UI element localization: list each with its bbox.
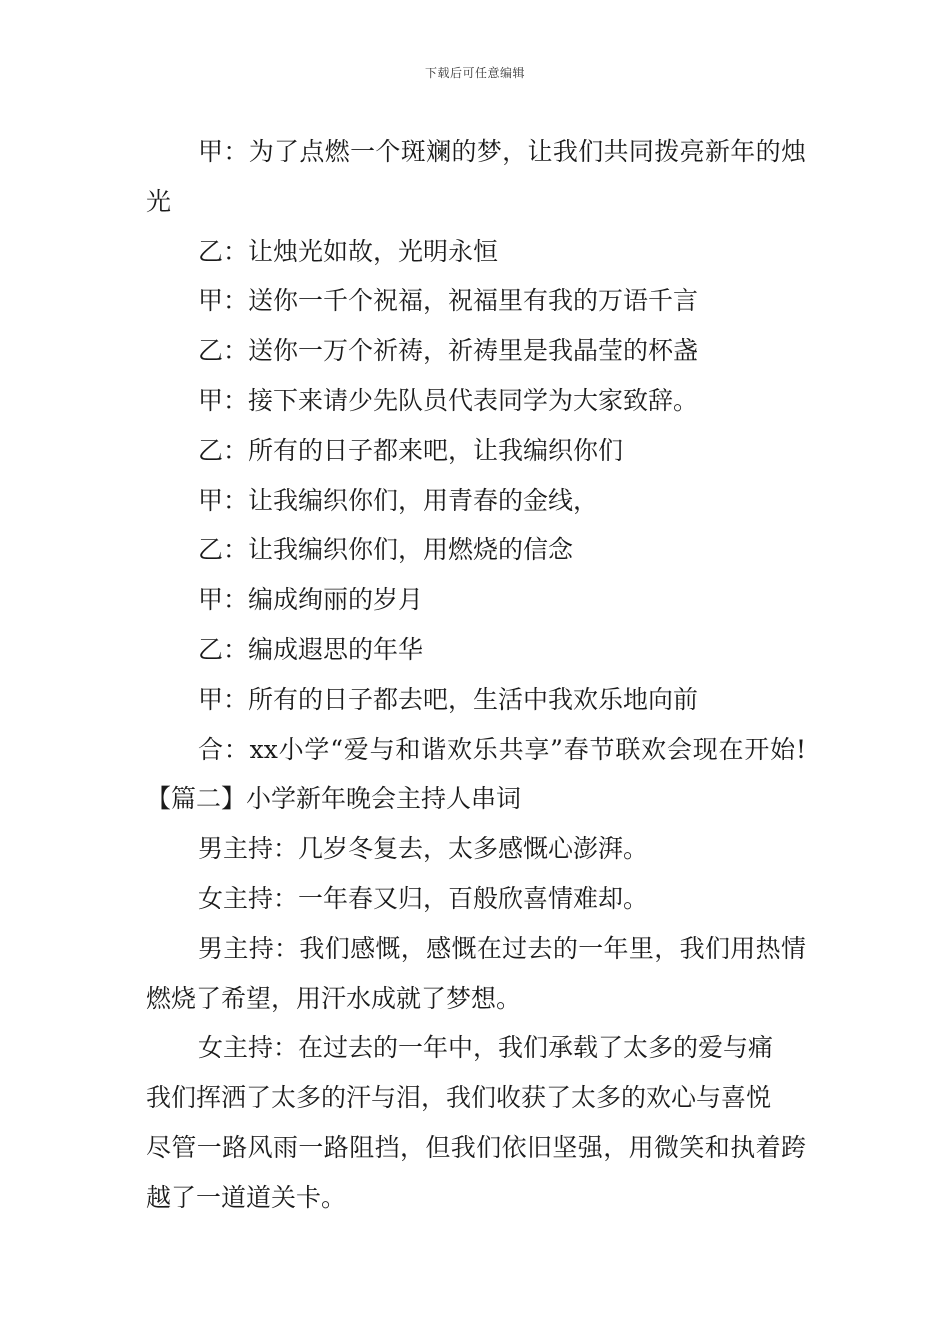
paragraph: 甲：送你一千个祝福，祝福里有我的万语千言 — [198, 286, 699, 316]
document-body — [146, 127, 806, 1223]
paragraph: 尽管一路风雨一路阻挡，但我们依旧坚强，用微笑和执着跨越了一道道关卡。 — [146, 1132, 806, 1212]
paragraph: 甲：让我编织你们，用青春的金线， — [198, 485, 599, 515]
paragraph: 男主持：几岁冬复去，太多感慨心澎湃。 — [198, 834, 649, 864]
paragraph: 女主持：一年春又归，百般欣喜情难却。 — [198, 883, 649, 913]
paragraph: 乙：所有的日子都来吧，让我编织你们 — [198, 435, 624, 465]
paragraph: 女主持：在过去的一年中，我们承载了太多的爱与痛 — [198, 1033, 774, 1063]
paragraph: 乙：编成遐思的年华 — [198, 634, 424, 664]
paragraph: 乙：让烛光如故，光明永恒 — [198, 236, 499, 266]
paragraph: 男主持：我们感慨，感慨在过去的一年里，我们用热情燃烧了希望，用汗水成就了梦想。 — [146, 933, 806, 1013]
paragraph: 甲：为了点燃一个斑斓的梦，让我们共同拨亮新年的烛光 — [146, 137, 806, 216]
paragraph: 甲：接下来请少先队员代表同学为大家致辞。 — [198, 385, 699, 415]
paragraph: 合：xx小学“爱与和谐欢乐共享”春节联欢会现在开始!【篇二】小学新年晚会主持人串词 — [146, 734, 806, 814]
paragraph: 乙：送你一万个祈祷，祈祷里是我晶莹的杯盏 — [198, 336, 699, 366]
paragraph: 甲：所有的日子都去吧，生活中我欢乐地向前 — [198, 684, 699, 714]
page-header-note: 下载后可任意编辑 — [424, 66, 525, 80]
paragraph: 甲：编成绚丽的岁月 — [198, 585, 424, 615]
paragraph: 我们挥洒了太多的汗与泪，我们收获了太多的欢心与喜悦 — [146, 1083, 772, 1113]
paragraph: 乙：让我编织你们，用燃烧的信念 — [198, 535, 574, 565]
